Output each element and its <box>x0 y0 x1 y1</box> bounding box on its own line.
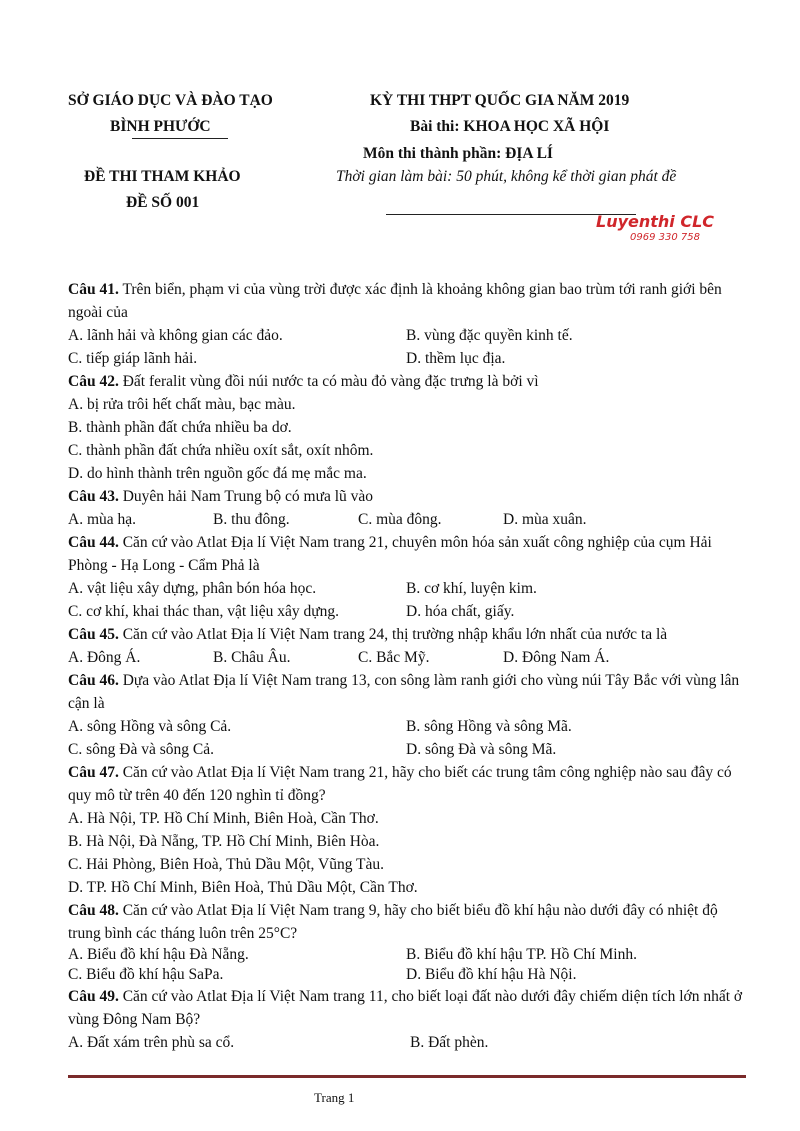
question-text: Trên biển, phạm vi của vùng trời được xác định là khoảng không gian bao trùm tới ranh giới bên ngoài của <box>68 281 722 321</box>
option-a: A. Đất xám trên phù sa cổ. <box>68 1034 235 1051</box>
option-a: A. Đông Á. <box>68 649 141 666</box>
question-number: Câu 47. <box>68 764 119 781</box>
question-41 <box>68 278 744 370</box>
question-44 <box>68 531 744 623</box>
option-d: D. sông Đà và sông Mã. <box>406 741 557 758</box>
option-a: A. mùa hạ. <box>68 511 137 528</box>
option-d: D. mùa xuân. <box>503 511 587 528</box>
option-d: D. TP. Hồ Chí Minh, Biên Hoà, Thủ Dầu Một, Cần Thơ. <box>68 879 418 896</box>
question-number: Câu 43. <box>68 488 119 505</box>
question-text: Đất feralit vùng đồi núi nước ta có màu đỏ vàng đặc trưng là bởi vì <box>122 373 539 390</box>
time-note: Thời gian làm bài: 50 phút, không kể thời gian phát đề <box>336 168 677 185</box>
option-b: B. Biểu đồ khí hậu TP. Hồ Chí Minh. <box>406 946 637 963</box>
question-48 <box>68 899 744 985</box>
question-text: Dựa vào Atlat Địa lí Việt Nam trang 13, con sông làm ranh giới cho vùng núi Tây Bắc với vùng lân cận là <box>68 672 740 712</box>
option-b: B. Đất phèn. <box>410 1034 489 1051</box>
question-number: Câu 46. <box>68 672 119 689</box>
question-text: Duyên hải Nam Trung bộ có mưa lũ vào <box>122 488 374 505</box>
stamp-brand: Luyenthi CLC <box>596 212 715 231</box>
exam-subject: Bài thi: KHOA HỌC XÃ HỘI <box>410 118 610 135</box>
question-text: Căn cứ vào Atlat Địa lí Việt Nam trang 11, cho biết loại đất nào dưới đây chiếm diện tích lớn nhất ở vùng Đông Nam Bộ? <box>68 988 743 1028</box>
question-46 <box>68 669 744 761</box>
question-49 <box>68 985 744 1054</box>
question-number: Câu 44. <box>68 534 119 551</box>
question-47 <box>68 761 744 899</box>
option-c: C. cơ khí, khai thác than, vật liệu xây dựng. <box>68 603 339 620</box>
option-d: D. Đông Nam Á. <box>503 649 610 666</box>
department-name: SỞ GIÁO DỤC VÀ ĐÀO TẠO <box>68 92 273 109</box>
option-c: C. thành phần đất chứa nhiều oxít sắt, oxít nhôm. <box>68 442 374 459</box>
option-b: B. thu đông. <box>213 511 290 528</box>
option-b: B. cơ khí, luyện kim. <box>406 580 537 597</box>
option-d: D. do hình thành trên nguồn gốc đá mẹ mắc ma. <box>68 465 367 482</box>
question-45 <box>68 623 744 669</box>
question-text: Căn cứ vào Atlat Địa lí Việt Nam trang 24, thị trường nhập khẩu lớn nhất của nước ta là <box>122 626 668 643</box>
option-c: C. tiếp giáp lãnh hải. <box>68 350 198 367</box>
question-list <box>68 278 744 1054</box>
option-d: D. hóa chất, giấy. <box>406 603 515 620</box>
question-text: Căn cứ vào Atlat Địa lí Việt Nam trang 21, chuyên môn hóa sản xuất công nghiệp của cụm Hải Phòng - Hạ Long - Cẩm Phả là <box>68 534 712 574</box>
footer-rule <box>68 1075 746 1078</box>
question-43 <box>68 485 744 531</box>
option-c: C. Bắc Mỹ. <box>358 649 430 666</box>
stamp-phone: 0969 330 758 <box>630 232 700 243</box>
option-c: C. Biểu đồ khí hậu SaPa. <box>68 966 224 983</box>
doc-number: ĐỀ SỐ 001 <box>126 194 200 211</box>
province-name: BÌNH PHƯỚC <box>110 118 211 135</box>
option-d: D. thềm lục địa. <box>406 350 506 367</box>
option-b: B. thành phần đất chứa nhiều ba dơ. <box>68 419 292 436</box>
exam-title: KỲ THI THPT QUỐC GIA NĂM 2019 <box>370 92 630 109</box>
question-number: Câu 41. <box>68 281 119 298</box>
question-text: Căn cứ vào Atlat Địa lí Việt Nam trang 9, hãy cho biết biểu đồ khí hậu nào dưới đây có nhiệt độ trung bình các tháng luôn trên 25°C? <box>68 902 718 942</box>
page-number: Trang 1 <box>314 1090 355 1105</box>
question-number: Câu 42. <box>68 373 119 390</box>
option-c: C. mùa đông. <box>358 511 442 528</box>
option-a: A. sông Hồng và sông Cả. <box>68 718 232 735</box>
option-a: A. Biểu đồ khí hậu Đà Nẵng. <box>68 946 249 963</box>
exam-component: Môn thi thành phần: ĐỊA LÍ <box>363 145 553 162</box>
question-42 <box>68 370 744 485</box>
question-number: Câu 49. <box>68 988 119 1005</box>
doc-type: ĐỀ THI THAM KHẢO <box>84 168 241 185</box>
option-d: D. Biểu đồ khí hậu Hà Nội. <box>406 966 577 983</box>
option-c: C. sông Đà và sông Cả. <box>68 741 214 758</box>
option-a: A. bị rửa trôi hết chất màu, bạc màu. <box>68 396 296 413</box>
question-text: Căn cứ vào Atlat Địa lí Việt Nam trang 21, hãy cho biết các trung tâm công nghiệp nào sau đây có quy mô từ trên 40 đến 120 nghìn tỉ đồng? <box>68 764 732 804</box>
option-c: C. Hải Phòng, Biên Hoà, Thủ Dầu Một, Vũng Tàu. <box>68 856 385 873</box>
option-b: B. sông Hồng và sông Mã. <box>406 718 572 735</box>
question-number: Câu 45. <box>68 626 119 643</box>
option-a: A. vật liệu xây dựng, phân bón hóa học. <box>68 580 317 597</box>
option-b: B. vùng đặc quyền kinh tế. <box>406 327 573 344</box>
question-number: Câu 48. <box>68 902 119 919</box>
province-underline <box>132 138 228 139</box>
option-b: B. Hà Nội, Đà Nẵng, TP. Hồ Chí Minh, Biên Hòa. <box>68 833 380 850</box>
option-a: A. Hà Nội, TP. Hồ Chí Minh, Biên Hoà, Cần Thơ. <box>68 810 379 827</box>
option-b: B. Châu Âu. <box>213 649 291 666</box>
option-a: A. lãnh hải và không gian các đảo. <box>68 327 283 344</box>
